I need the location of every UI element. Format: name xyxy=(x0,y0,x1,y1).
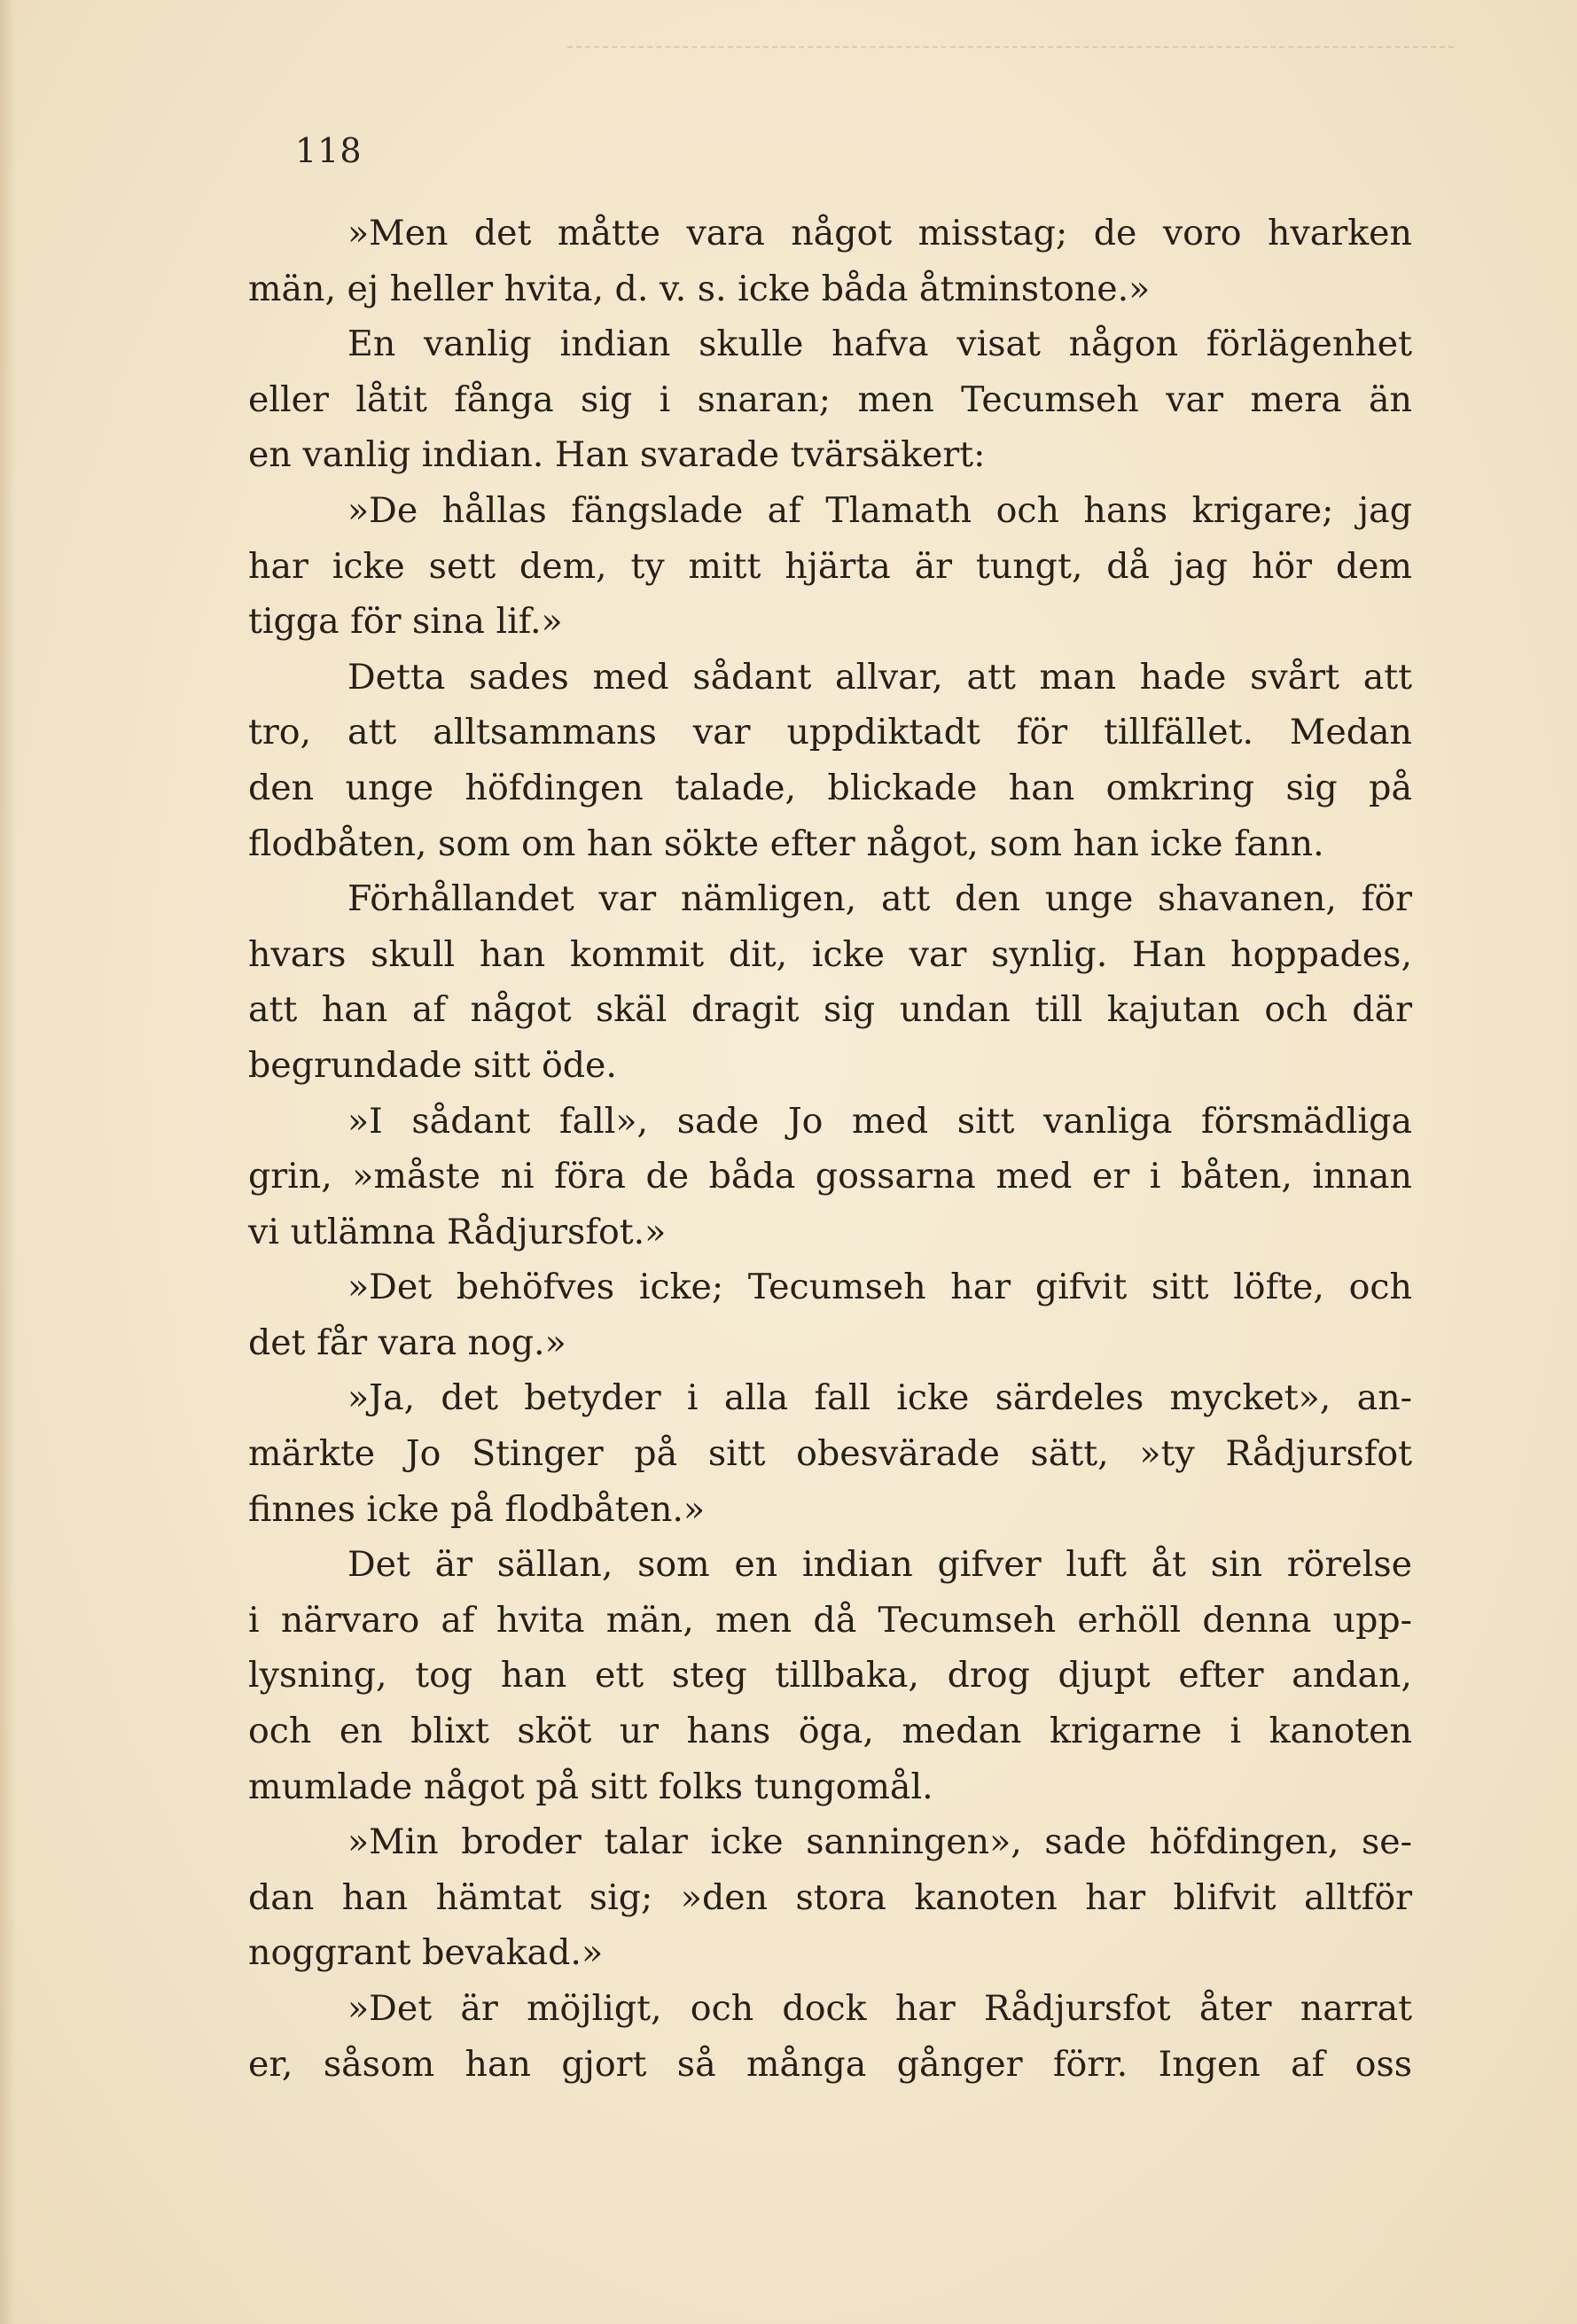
text-line: »Det är möjligt, och dock har Rådjursfot åter narrat xyxy=(347,1988,1412,2029)
text-line: vi utlämna Rådjursfot.» xyxy=(248,1211,667,1252)
text-line: »Ja, det betyder i alla fall icke särdeles mycket», an- xyxy=(347,1377,1412,1419)
text-line: hvars skull han kommit dit, icke var synlig. Han hoppades, xyxy=(248,933,1412,975)
page-edge-shadow xyxy=(0,0,16,2324)
text-line: lysning, tog han ett steg tillbaka, drog djupt efter andan, xyxy=(248,1655,1412,1696)
text-line: begrundade sitt öde. xyxy=(248,1044,617,1086)
text-line: män, ej heller hvita, d. v. s. icke båda åtminstone.» xyxy=(248,268,1151,309)
text-line: En vanlig indian skulle hafva visat någon förlägenhet xyxy=(347,324,1412,365)
text-line: »De hållas fängslade af Tlamath och hans krigare; jag xyxy=(347,489,1412,531)
text-line: i närvaro af hvita män, men då Tecumseh erhöll denna upp- xyxy=(248,1599,1412,1641)
text-line: Det är sällan, som en indian gifver luft åt sin rörelse xyxy=(347,1544,1412,1586)
text-line: mumlade något på sitt folks tungomål. xyxy=(248,1766,933,1807)
text-line: »Det behöfves icke; Tecumseh har gifvit sitt löfte, och xyxy=(347,1267,1412,1308)
text-line: tigga för sina lif.» xyxy=(248,601,563,643)
text-line: det får vara nog.» xyxy=(248,1322,566,1363)
body-text xyxy=(248,206,1412,2092)
text-line: finnes icke på flodbåten.» xyxy=(248,1488,706,1530)
text-line: tro, att alltsammans var uppdiktadt för tillfället. Medan xyxy=(248,712,1412,753)
text-line: och en blixt sköt ur hans öga, medan krigarne i kanoten xyxy=(248,1711,1412,1752)
page-number: 118 xyxy=(295,131,363,170)
text-line: Förhållandet var nämligen, att den unge shavanen, för xyxy=(347,878,1412,920)
text-line: den unge höfdingen talade, blickade han omkring sig på xyxy=(248,767,1412,808)
text-line: »I sådant fall», sade Jo med sitt vanliga försmädliga xyxy=(347,1100,1412,1142)
text-line: Detta sades med sådant allvar, att man hade svårt att xyxy=(347,656,1412,698)
text-line: »Men det måtte vara något misstag; de voro hvarken xyxy=(347,213,1412,253)
text-line: flodbåten, som om han sökte efter något, som han icke fann. xyxy=(248,823,1324,864)
text-line: märkte Jo Stinger på sitt obesvärade sätt, »ty Rådjursfot xyxy=(248,1433,1412,1475)
text-line: dan han hämtat sig; »den stora kanoten har blifvit alltför xyxy=(248,1876,1412,1918)
text-line: en vanlig indian. Han svarade tvärsäkert: xyxy=(248,434,986,476)
text-line: eller låtit fånga sig i snaran; men Tecumseh var mera än xyxy=(248,378,1412,420)
top-edge-mark xyxy=(567,46,1454,48)
text-line: noggrant bevakad.» xyxy=(248,1932,604,1974)
text-line: er, såsom han gjort så många gånger förr. Ingen af oss xyxy=(248,2043,1412,2085)
text-line: grin, »måste ni föra de båda gossarna med er i båten, innan xyxy=(248,1156,1412,1197)
text-line: att han af något skäl dragit sig undan till kajutan och där xyxy=(248,989,1412,1031)
text-line: »Min broder talar icke sanningen», sade höfdingen, se- xyxy=(347,1821,1412,1863)
text-line: har icke sett dem, ty mitt hjärta är tungt, då jag hör dem xyxy=(248,545,1412,587)
